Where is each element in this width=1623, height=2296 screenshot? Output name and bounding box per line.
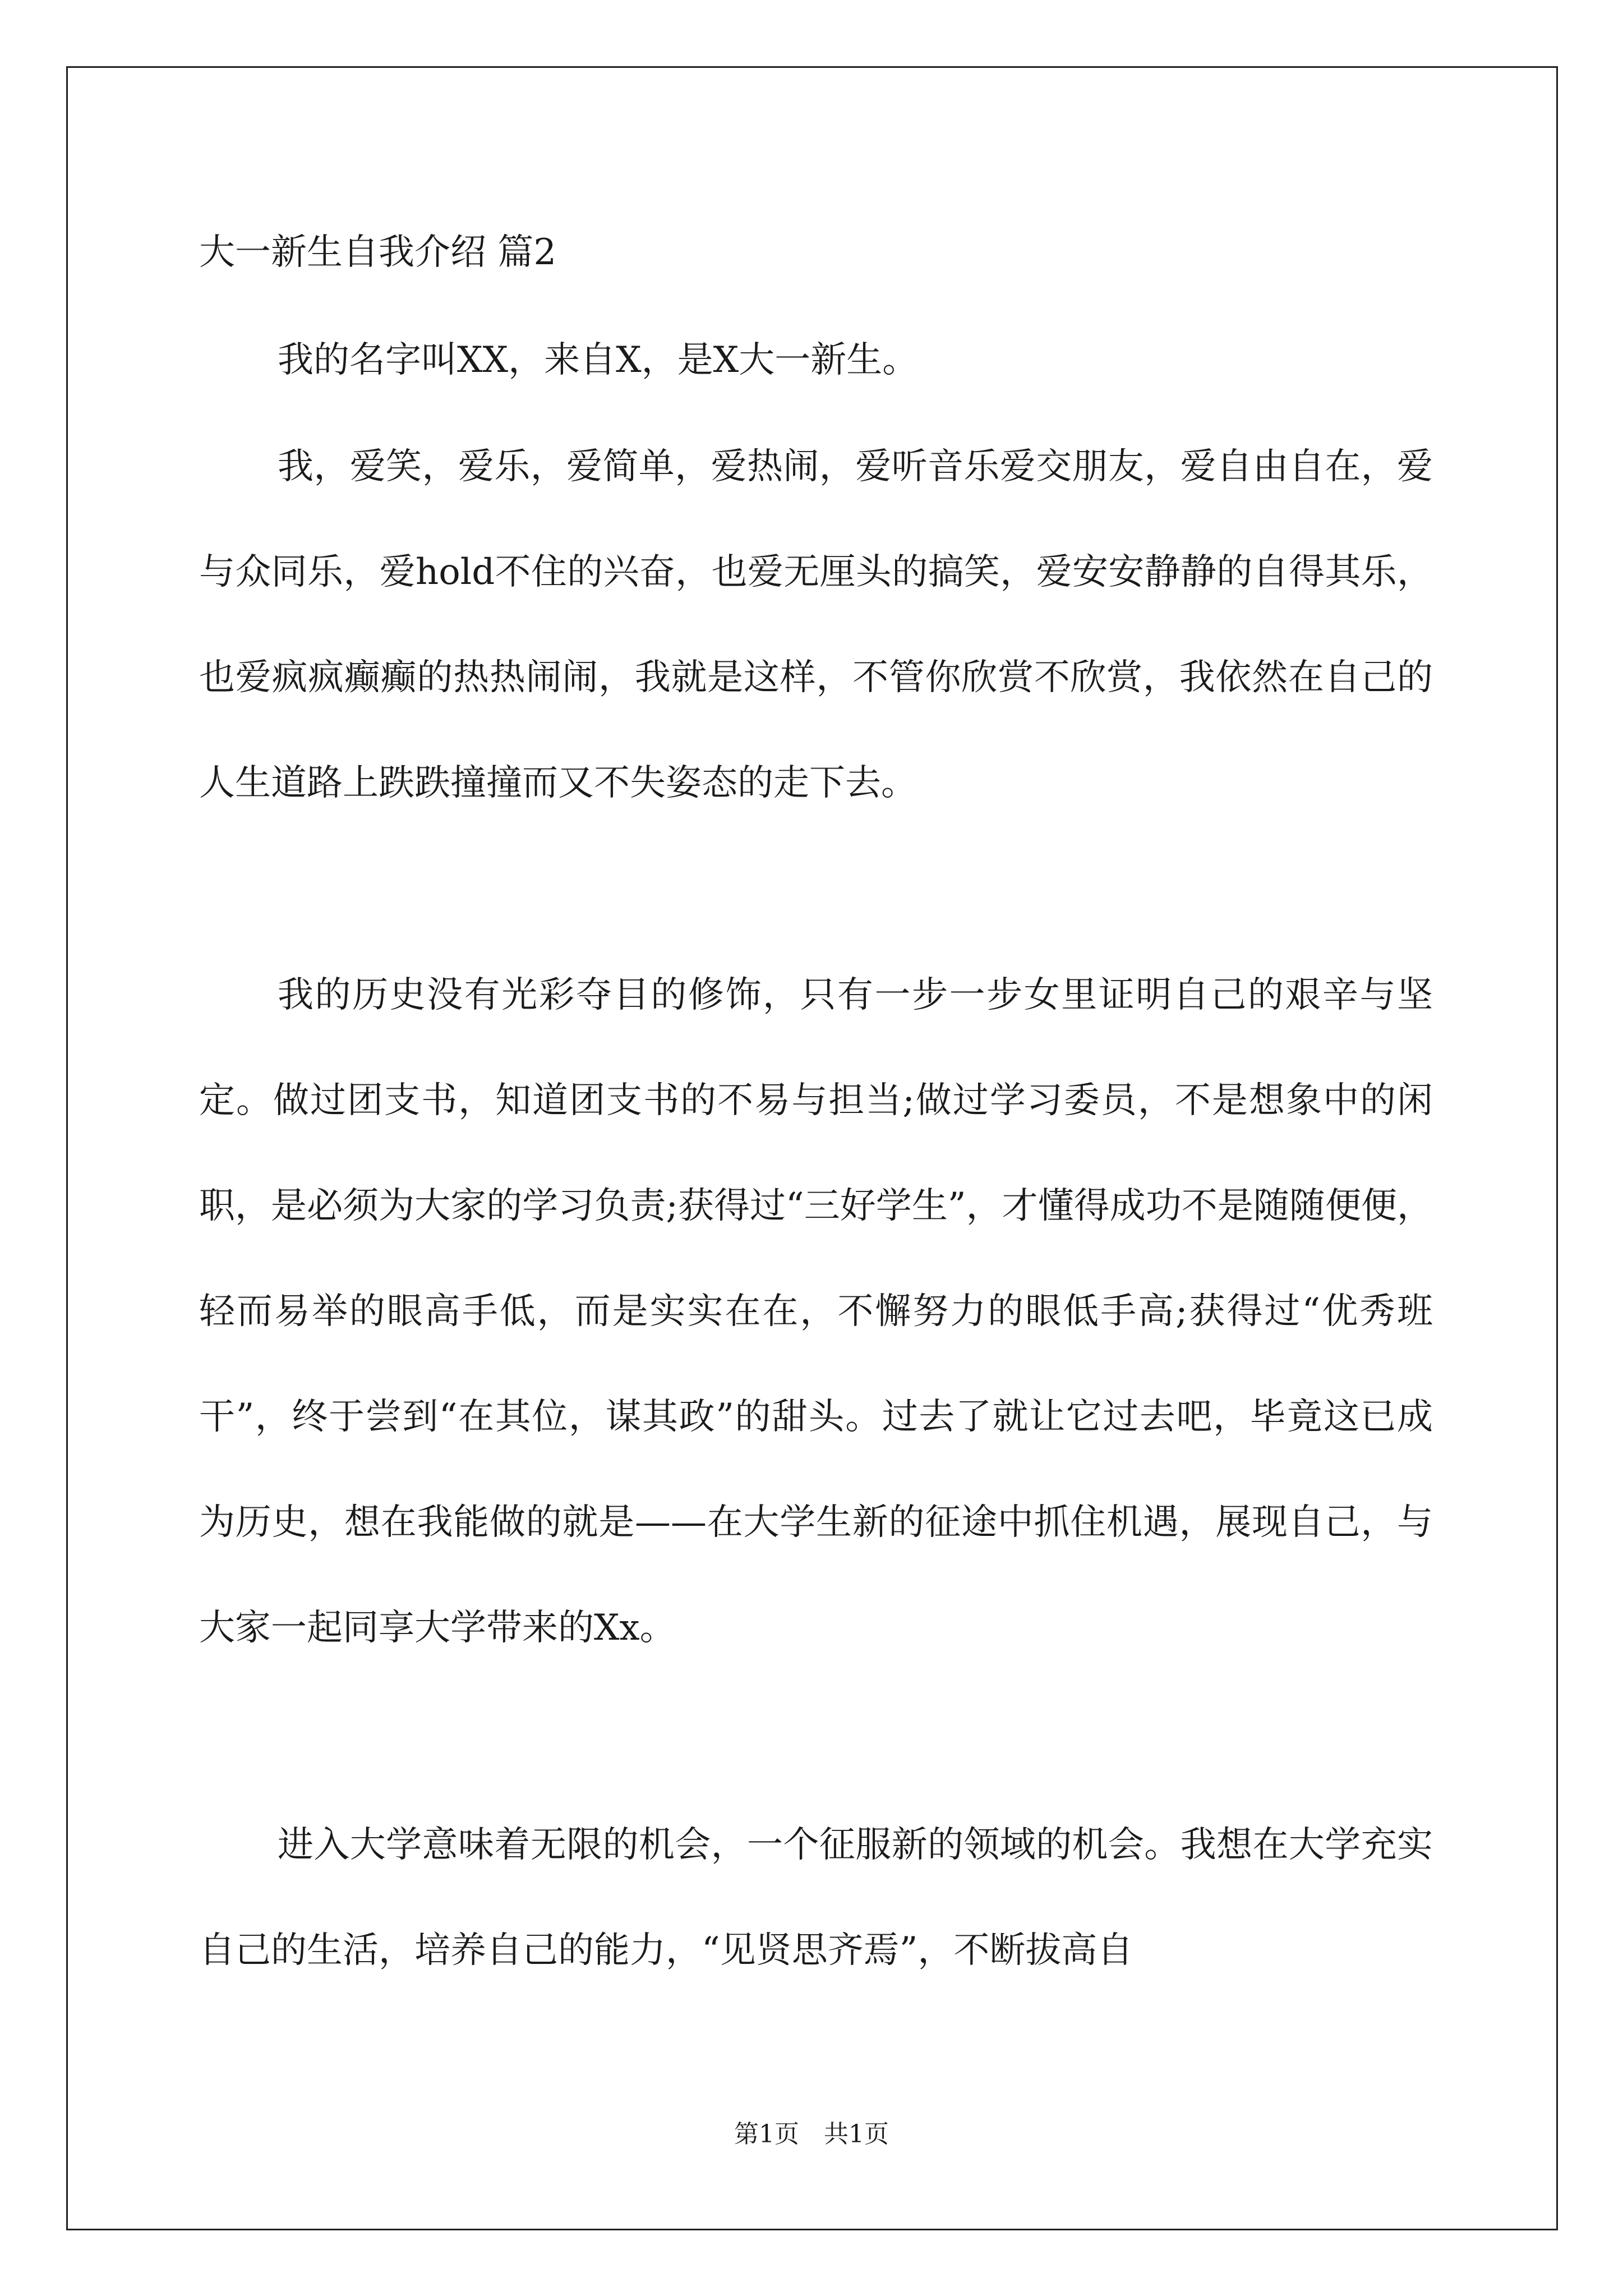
- paragraph-intro: 我的名字叫XX，来自X，是X大一新生。: [278, 339, 919, 381]
- paragraph-history: 我的历史没有光彩夺目的修饰，只有一步一步女里证明自己的艰辛与坚定。做过团支书，知道团支书的不易与担当;做过学习委员，不是想象中的闲职，是必须为大家的学习负责;获得过“三好学生”，才懂得成功不是随随便便，轻而易举的眼高手低，而是实实在在，不懈努力的眼低手高;获得过“优秀班干”，终于尝到“在其位，谋其政”的甜头。过去了就让它过去吧，毕竟这已成为历史，想在我能做的就是——在大学生新的征途中抓住机遇，展现自己，与大家一起同享大学带来的Xx。: [199, 974, 1433, 1649]
- paragraph-personality: 我，爱笑，爱乐，爱简单，爱热闹，爱听音乐爱交朋友，爱自由自在，爱与众同乐，爱hold不住的兴奋，也爱无厘头的搞笑，爱安安静静的自得其乐，也爱疯疯癫癫的热热闹闹，我就是这样，不管你欣赏不欣赏，我依然在自己的人生道路上跌跌撞撞而又不失姿态的走下去。: [199, 446, 1433, 804]
- document-title: 大一新生自我介绍 篇2: [199, 232, 557, 273]
- paragraph-university: 进入大学意味着无限的机会，一个征服新的领域的机会。我想在大学充实自己的生活，培养自己的能力，“见贤思齐焉”，不断拔高自: [199, 1824, 1433, 1971]
- page-footer: 第1页 共1页: [734, 2120, 889, 2148]
